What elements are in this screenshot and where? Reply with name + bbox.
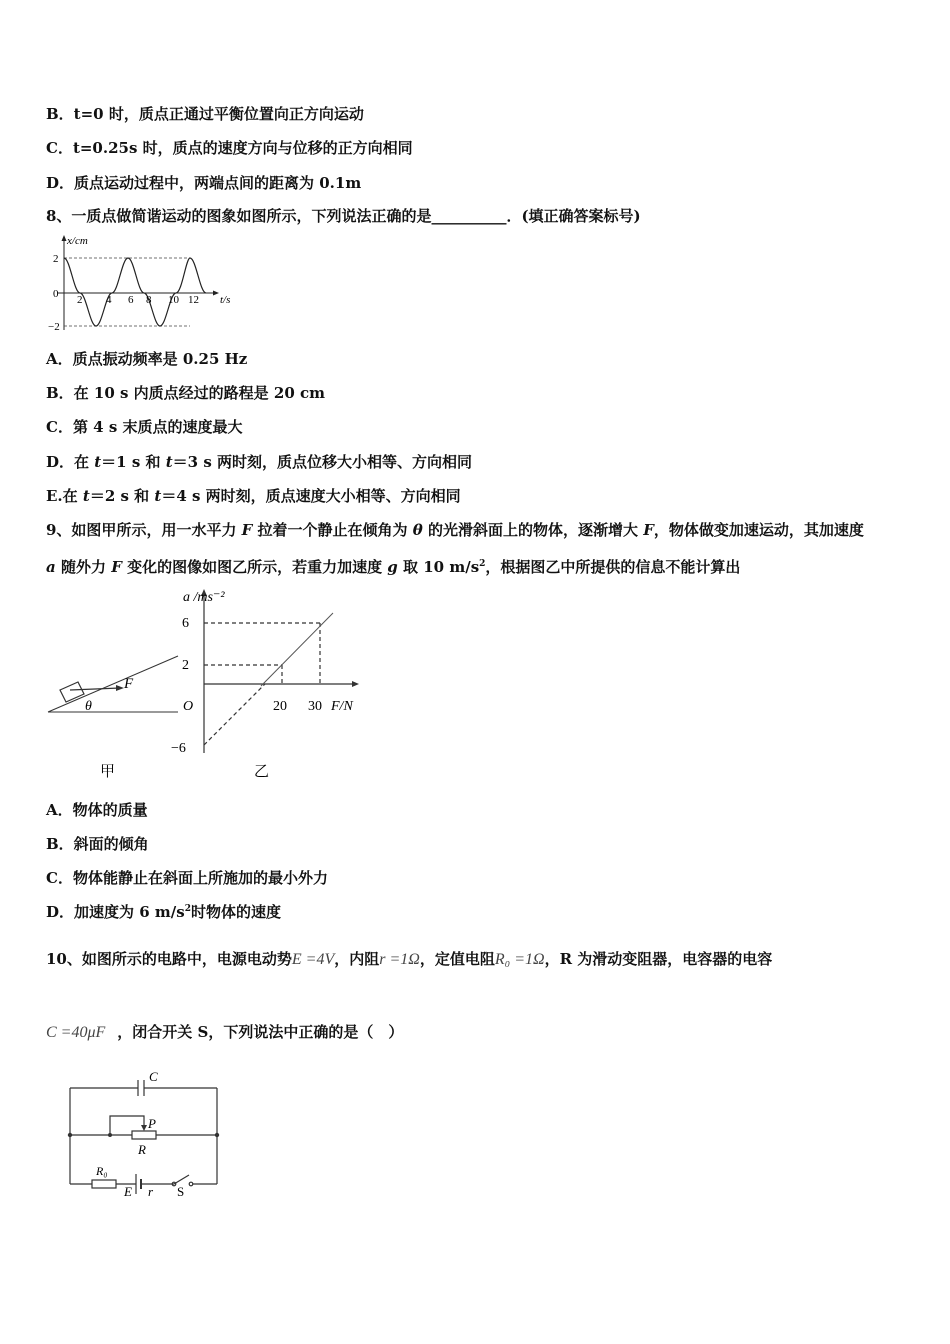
q7-option-c: C．t=0.25s 时，质点的速度方向与位移的正方向相同 (46, 139, 413, 157)
rheostat-resistor (132, 1131, 156, 1139)
q7-option-d: D．质点运动过程中，两端点间的距离为 0.1m (46, 174, 362, 192)
label-r-internal: r (148, 1184, 154, 1199)
incline-slope (48, 656, 178, 712)
q10-stem-line2: C =40μF ，闭合开关 S，下列说法中正确的是（ ） (46, 1023, 404, 1041)
af-x-label: F/N (331, 699, 353, 714)
q8-x-tick: 8 (146, 294, 152, 306)
af-y-tick: 6 (182, 616, 189, 631)
q8-option-d: D．在 t＝1 s 和 t＝3 s 两时刻，质点位移大小相等、方向相同 (46, 453, 472, 471)
q8-option-c: C．第 4 s 末质点的速度最大 (46, 418, 243, 436)
q9-af-graph (165, 585, 375, 785)
af-origin: O (183, 699, 194, 714)
force-label: F (124, 676, 134, 692)
q9-stem-line1: 9、如图甲所示，用一水平力 F 拉着一个静止在倾角为 θ 的光滑斜面上的物体，逐渐增大 F，物体做变加速运动，其加速度 (46, 521, 864, 539)
af-x-tick: 20 (273, 699, 287, 714)
q8-sine-graph (40, 232, 230, 337)
q9-option-b: B．斜面的倾角 (46, 835, 149, 853)
af-x-tick: 30 (308, 699, 322, 714)
caption-jia: 甲 (100, 764, 116, 780)
q9-stem-line2: a 随外力 F 变化的图像如图乙所示，若重力加速度 g 取 10 $m/s^2$，根据图乙中所提供的信息不能计算出 (46, 558, 741, 576)
label-s: S (177, 1184, 185, 1199)
caption-yi: 乙 (254, 764, 270, 780)
q8-x-label: t/s (220, 294, 231, 306)
q8-x-tick: 12 (188, 294, 199, 306)
af-y-tick: −6 (171, 741, 186, 756)
q8-option-b: B．在 10 s 内质点经过的路程是 20 cm (46, 384, 325, 402)
label-e: E (124, 1184, 132, 1199)
q8-x-tick: 6 (128, 294, 134, 306)
force-arrow (70, 688, 120, 690)
q10-stem-line1: 10、如图所示的电路中，电源电动势E =4V，内阻r =1Ω，定值电阻R₀ =1Ω，R 为滑动变阻器，电容器的电容 (46, 950, 773, 968)
label-r: R (138, 1142, 146, 1157)
q8-option-e: E.在 t＝2 s 和 t＝4 s 两时刻，质点速度大小相等、方向相同 (46, 487, 461, 505)
q8-y-tick: 2 (53, 253, 59, 265)
q8-sine-curve (64, 258, 206, 326)
q8-y-tick: 0 (53, 288, 59, 300)
q8-x-tick: 2 (77, 294, 83, 306)
incline-block (60, 682, 84, 702)
q9-option-a: A．物体的质量 (46, 801, 148, 819)
q10-circuit (60, 1068, 230, 1203)
q9-option-c: C．物体能静止在斜面上所施加的最小外力 (46, 869, 328, 887)
af-y-tick: 2 (182, 658, 189, 673)
af-y-label: a /ms⁻² (183, 590, 225, 605)
q8-y-label: x/cm (67, 235, 88, 247)
af-line (261, 613, 333, 686)
angle-label: θ (85, 699, 92, 714)
q8-option-a: A．质点振动频率是 0.25 Hz (46, 350, 248, 368)
label-c: C (149, 1069, 158, 1084)
label-r0: R₀ (96, 1164, 108, 1178)
q9-option-d: D．加速度为 6 $m/s^2$时物体的速度 (46, 903, 281, 921)
q8-stem: 8、一质点做简谐运动的图象如图所示，下列说法正确的是__________．(填正确答案标号) (46, 207, 641, 225)
switch-blade (174, 1175, 189, 1184)
resistor-r0 (92, 1180, 116, 1188)
q8-x-tick: 4 (106, 294, 112, 306)
q8-x-tick: 10 (168, 294, 179, 306)
q7-option-b: B．t=0 时，质点正通过平衡位置向正方向运动 (46, 105, 364, 123)
q8-y-tick: −2 (48, 321, 60, 333)
label-p: P (148, 1116, 156, 1131)
